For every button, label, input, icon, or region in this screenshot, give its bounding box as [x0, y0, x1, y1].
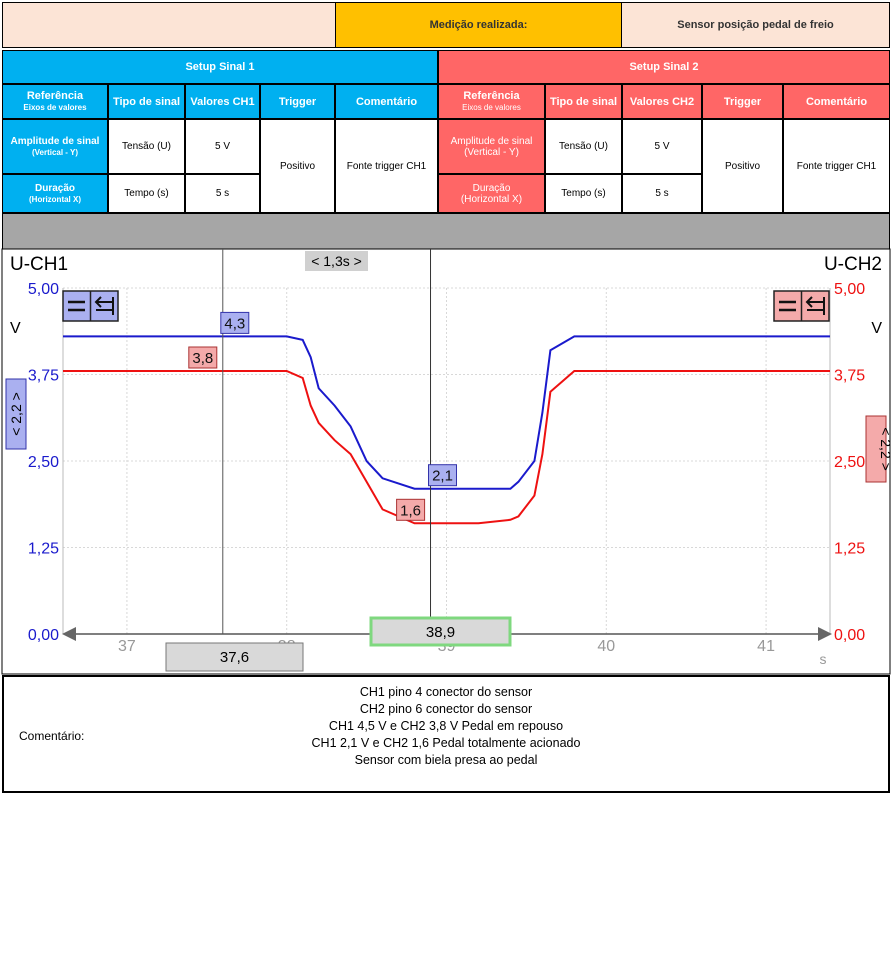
- delta-v-left-label: < 2,2 >: [8, 392, 24, 436]
- cursor-value-ch1-b-text: 2,1: [432, 467, 453, 485]
- setup2-col-trigger: Trigger: [702, 84, 783, 119]
- measurement-label: Medição realizada:: [335, 2, 622, 48]
- cursor-time-b-label: 38,9: [425, 624, 456, 641]
- cursor-value-ch2-a-text: 3,8: [192, 350, 214, 367]
- y-tick-label-left: 3,75: [27, 367, 59, 385]
- cursor-value-ch2-b: [397, 499, 425, 520]
- y-tick-label-right: 5,00: [834, 281, 866, 298]
- ch1-title: U-CH1: [10, 254, 69, 275]
- cursor-time-a-box[interactable]: [166, 643, 303, 671]
- setup2-row-duracao-label: Duração: [472, 182, 511, 194]
- comment-line: Sensor com biela presa ao pedal: [354, 753, 538, 767]
- x-tick-label: 40: [597, 638, 616, 655]
- y-tick-label-right: 2,50: [834, 454, 866, 471]
- x-tick-label: 37: [118, 638, 136, 655]
- ch2-scale-button[interactable]: [774, 291, 829, 321]
- setup1-row-amplitude-sub: (Vertical - Y): [31, 147, 79, 157]
- setup2-col-ref-sub: Eixos de valores: [462, 102, 521, 112]
- comment-line: CH1 pino 4 conector do sensor: [359, 685, 533, 699]
- setup1-row-amplitude: [2, 119, 108, 174]
- comment-box: [2, 675, 890, 793]
- setup1-tipo-amplitude: Tensão (U): [108, 119, 185, 174]
- setup2-tipo-duracao: Tempo (s): [545, 174, 622, 213]
- setup2-row-duracao-sub: (Horizontal X): [460, 193, 523, 205]
- setup1-col-trigger: Trigger: [260, 84, 335, 119]
- setup1-col-ref-sub: Eixos de valores: [23, 102, 87, 112]
- separator-bar: [2, 213, 890, 249]
- delta-v-left-badge[interactable]: [6, 379, 26, 449]
- comment-lines: [4, 684, 888, 769]
- cursor-time-a-label: 37,6: [219, 649, 250, 666]
- setup1-col-tipo: Tipo de sinal: [108, 84, 185, 119]
- setup2-col-ref-label: Referência: [463, 89, 520, 102]
- y-tick-label-left: 1,25: [27, 540, 59, 558]
- setup1-tipo-duracao: Tempo (s): [108, 174, 185, 213]
- comment-label: Comentário:: [19, 729, 85, 743]
- y-tick-label-right: 1,25: [834, 540, 866, 558]
- delta-time-label: < 1,3s >: [311, 253, 362, 269]
- y-tick-label-left: 2,50: [27, 454, 59, 471]
- comment-line: CH1 2,1 V e CH2 1,6 Pedal totalmente acionado: [311, 736, 581, 750]
- cursor-value-ch2-b-text: 1,6: [400, 502, 422, 520]
- cursor-time-b-box[interactable]: [371, 618, 510, 645]
- y-tick-label-left: 5,00: [27, 281, 59, 298]
- setup1-valor-amplitude: 5 V: [185, 119, 260, 174]
- setup1-row-duracao-sub: (Horizontal X): [29, 194, 81, 204]
- setup2-trigger: Positivo: [702, 119, 783, 213]
- setup1-col-ref: [2, 84, 108, 119]
- y-tick-label-left: 0,00: [27, 627, 59, 644]
- setup2-valor-amplitude: 5 V: [622, 119, 702, 174]
- setup1-row-duracao: [2, 174, 108, 213]
- ch2-title: U-CH2: [823, 254, 882, 275]
- setup2-title: Setup Sinal 2: [438, 50, 890, 84]
- setup2-col-comentario: Comentário: [783, 84, 890, 119]
- header-blank-cell: [2, 2, 336, 48]
- cursor-value-ch1-a: [221, 312, 249, 333]
- setup1-col-ref-label: Referência: [26, 89, 84, 102]
- setup2-valor-duracao: 5 s: [622, 174, 702, 213]
- setup2-tipo-amplitude: Tensão (U): [545, 119, 622, 174]
- cursor-value-ch1-b: [429, 465, 457, 486]
- setup1-trigger: Positivo: [260, 119, 335, 213]
- setup1-col-comentario: Comentário: [335, 84, 438, 119]
- setup2-col-ref: [438, 84, 545, 119]
- setup1-row-amplitude-label: Amplitude de sinal: [10, 135, 100, 147]
- comment-line: CH2 pino 6 conector do sensor: [359, 702, 533, 716]
- setup2-row-amplitude: [438, 119, 545, 174]
- y-tick-label-right: 0,00: [834, 627, 866, 644]
- setup2-col-tipo: Tipo de sinal: [545, 84, 622, 119]
- setup1-title: Setup Sinal 1: [2, 50, 438, 84]
- setup2-row-amplitude-label: Amplitude de sinal: [450, 135, 533, 147]
- x-unit: s: [819, 651, 827, 667]
- setup1-col-valores: Valores CH1: [185, 84, 260, 119]
- setup1-valor-duracao: 5 s: [185, 174, 260, 213]
- ch1-scale-button[interactable]: [63, 291, 118, 321]
- unit-left: V: [10, 320, 21, 337]
- cursor-value-ch1-a-text: 4,3: [224, 315, 246, 333]
- setup1-comentario: Fonte trigger CH1: [335, 119, 438, 213]
- setup2-row-duracao: [438, 174, 545, 213]
- sensor-name: Sensor posição pedal de freio: [621, 2, 890, 48]
- unit-right: V: [871, 320, 882, 337]
- setup1-row-duracao-label: Duração: [34, 182, 75, 194]
- y-tick-label-right: 3,75: [834, 367, 866, 385]
- scope-chart: [2, 249, 894, 674]
- setup2-col-valores: Valores CH2: [622, 84, 702, 119]
- comment-line: CH1 4,5 V e CH2 3,8 V Pedal em repouso: [328, 719, 564, 733]
- setup2-comentario: Fonte trigger CH1: [783, 119, 890, 213]
- setup2-row-amplitude-sub: (Vertical - Y): [464, 146, 519, 158]
- delta-v-right-label: < 2,2 >: [878, 427, 894, 471]
- cursor-value-ch2-a: [189, 347, 217, 368]
- x-tick-label: 41: [757, 638, 775, 655]
